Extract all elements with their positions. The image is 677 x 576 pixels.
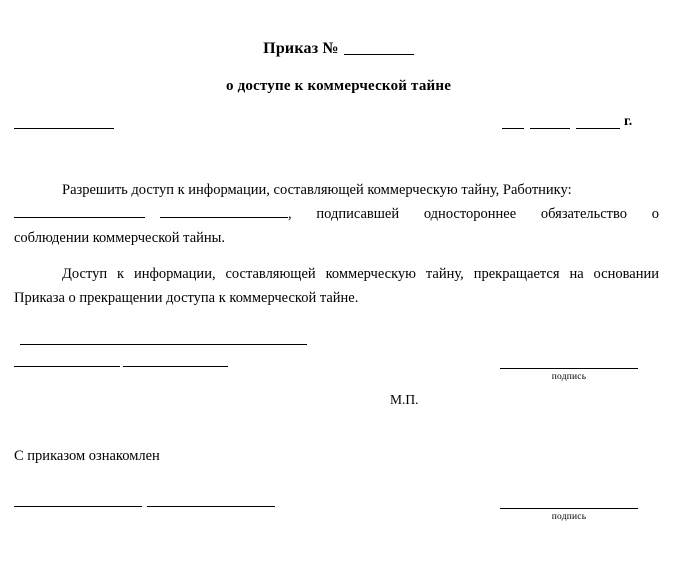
acknowledgement-label: С приказом ознакомлен [14,448,160,464]
paragraph-access-grant-line-3: соблюдении коммерческой тайны. [14,230,226,246]
signer-position-blank [20,344,307,345]
line-2-word-3: обязательство [540,206,628,222]
line-2-comma: , [288,206,292,222]
worker-name-blank-1 [14,217,145,218]
line-2-word-1: подписавшей [316,206,400,222]
acknowledger-name-blank-2 [147,506,275,507]
signer-name-blank-2 [123,366,228,367]
paragraph-access-termination: Доступ к информации, составляющей коммерческую тайну, прекращается на основании Приказа о прекращении доступа к коммерческой тайне. [14,266,659,306]
line-2-word-4: о [651,206,659,222]
signer-name-blank-1 [14,366,120,367]
worker-name-blank-2 [160,217,288,218]
line-2-word-2: одностороннее [423,206,517,222]
paragraph-access-grant-line-1: Разрешить доступ к информации, составляющей коммерческую тайну, Работнику: [62,182,572,198]
acknowledger-name-blank-1 [14,506,142,507]
paragraph-access-grant-line-2 [14,202,659,226]
date-month-blank [530,128,570,129]
signature-line-bottom [500,508,638,509]
document-title-text: Приказ № [263,40,339,57]
paragraph-access-grant [14,178,659,202]
date-day-blank [502,128,524,129]
signature-caption-bottom: подпись [551,512,587,522]
place-and-date-row [0,112,677,132]
stamp-mark-label: М.П. [390,392,419,407]
date-year-blank [576,128,620,129]
order-number-blank [344,54,414,55]
year-suffix-label: г. [624,114,633,129]
document-subtitle: о доступе к коммерческой тайне [225,78,452,94]
document-title [0,40,677,58]
signature-line-top [500,368,638,369]
place-blank [14,128,114,129]
signature-caption-top: подпись [551,372,587,382]
